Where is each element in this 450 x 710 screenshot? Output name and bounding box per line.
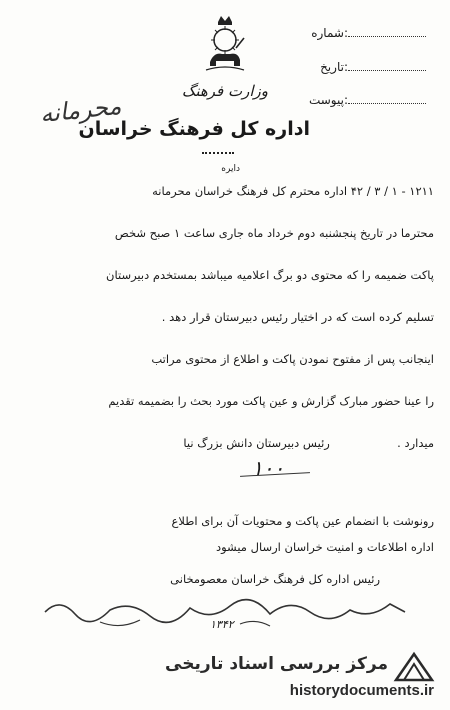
director-signature-line: رئیس اداره کل فرهنگ خراسان معصومخانی: [170, 572, 380, 586]
office-title: اداره کل فرهنگ خراسان: [78, 118, 310, 140]
lion-and-sun-emblem-icon: [200, 14, 250, 74]
closing-word: میدارد .: [397, 436, 434, 450]
copy-line-2: اداره اطلاعات و امنیت خراسان ارسال میشود: [216, 540, 434, 554]
number-field: شماره :: [311, 26, 432, 40]
archive-logo-icon: [392, 650, 436, 684]
body-line-5: اینجانب پس از مفتوح نمودن پاکت و اطلاع از محتوی مراتب: [151, 352, 434, 366]
watermark: [150, 648, 440, 704]
body-line-1: ۱۲۱۱ - ۱ / ۳ / ۴۲ اداره محترم کل فرهنگ خراسان محرمانه: [152, 184, 434, 198]
body-line-7: [183, 436, 434, 450]
confidential-stamp: محرمانه: [38, 91, 123, 129]
handwritten-amount: ۱۰۰: [252, 456, 285, 480]
watermark-title: مرکز بررسی اسناد تاریخی: [165, 654, 388, 674]
attachment-dots: [348, 93, 426, 104]
body-line-6: را عینا حضور مبارک گزارش و عین پاکت مورد بحث را بضمیمه تقدیم: [108, 394, 434, 408]
principal-signature-line: رئیس دبیرستان دانش بزرگ نیا: [183, 436, 330, 450]
body-line-4: تسلیم کرده است که در اختیار رئیس دبیرستان قرار دهد .: [161, 310, 434, 324]
number-label: شماره: [311, 26, 344, 40]
date-field: تاریخ :: [320, 60, 432, 74]
number-dots: [348, 26, 426, 37]
date-dots: [348, 60, 426, 71]
body-line-2: محترما در تاریخ پنجشنبه دوم خرداد ماه جاری ساعت ۱ صبح شخص: [114, 226, 434, 240]
date-label: تاریخ: [320, 60, 344, 74]
copy-line-1: رونوشت با انضمام عین پاکت و محتویات آن برای اطلاع: [171, 514, 434, 528]
handwritten-date: ۱۳۴۲: [210, 618, 234, 631]
body-line-3: پاکت ضمیمه را که محتوی دو برگ اعلامیه میباشد بمستخدم دبیرستان: [106, 268, 434, 282]
attachment-label: پیوست: [308, 93, 344, 107]
watermark-url: historydocuments.ir: [289, 682, 434, 699]
attachment-field: پیوست :: [309, 93, 432, 107]
department-label: دایره: [221, 164, 240, 174]
title-divider: [202, 152, 234, 154]
ministry-title: وزارت فرهنگ: [181, 82, 268, 100]
